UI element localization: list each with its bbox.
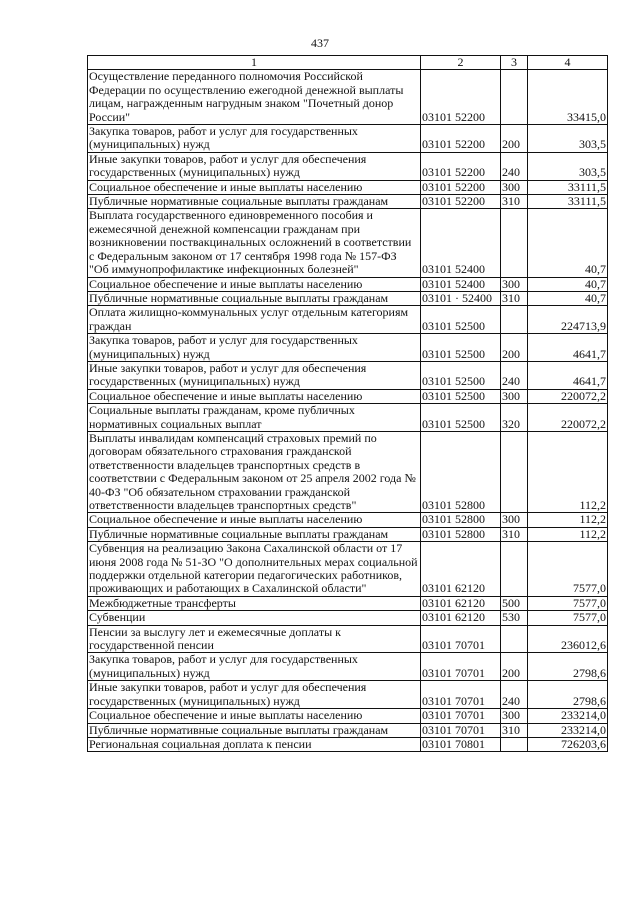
row-code: 03101 · 52400 bbox=[421, 291, 501, 305]
row-description: Закупка товаров, работ и услуг для государственных (муниципальных) нужд bbox=[88, 653, 421, 681]
row-amount: 40,7 bbox=[528, 209, 608, 277]
row-expense-type bbox=[501, 542, 528, 597]
row-description: Субвенция на реализацию Закона Сахалинской области от 17 июня 2008 года № 51-ЗО "О дополнительных мерах социальной поддержки отдельной категории педагогических работников, проживающих и работающих в Сахалинской области" bbox=[88, 542, 421, 597]
row-code: 03101 62120 bbox=[421, 542, 501, 597]
row-amount: 7577,0 bbox=[528, 596, 608, 610]
row-code: 03101 70701 bbox=[421, 723, 501, 737]
row-expense-type: 240 bbox=[501, 152, 528, 180]
row-expense-type: 300 bbox=[501, 389, 528, 403]
table-row bbox=[88, 611, 608, 625]
row-expense-type bbox=[501, 209, 528, 277]
row-expense-type: 200 bbox=[501, 125, 528, 153]
table-row bbox=[88, 596, 608, 610]
table-row bbox=[88, 195, 608, 209]
row-code: 03101 52800 bbox=[421, 513, 501, 527]
row-code: 03101 52500 bbox=[421, 404, 501, 432]
header-col-1: 1 bbox=[88, 56, 421, 70]
table-row bbox=[88, 513, 608, 527]
row-code: 03101 52800 bbox=[421, 431, 501, 512]
row-amount: 40,7 bbox=[528, 277, 608, 291]
row-amount: 33111,5 bbox=[528, 195, 608, 209]
row-amount: 224713,9 bbox=[528, 306, 608, 334]
row-description: Социальное обеспечение и иные выплаты населению bbox=[88, 277, 421, 291]
table-row bbox=[88, 709, 608, 723]
row-amount: 4641,7 bbox=[528, 334, 608, 362]
table-row bbox=[88, 723, 608, 737]
row-expense-type bbox=[501, 306, 528, 334]
table-row bbox=[88, 527, 608, 541]
row-description: Пенсии за выслугу лет и ежемесячные доплаты к государственной пенсии bbox=[88, 625, 421, 653]
row-description: Публичные нормативные социальные выплаты гражданам bbox=[88, 291, 421, 305]
row-amount: 220072,2 bbox=[528, 389, 608, 403]
row-amount: 2798,6 bbox=[528, 653, 608, 681]
row-description: Социальное обеспечение и иные выплаты населению bbox=[88, 709, 421, 723]
row-amount: 233214,0 bbox=[528, 723, 608, 737]
row-description: Выплаты инвалидам компенсаций страховых премий по договорам обязательного страхования гражданской ответственности владельцев транспортных средств в соответствии с Федеральным законом от 25 апреля 2002 года № 40-ФЗ "Об обязательном страховании гражданской ответственности владельцев транспортных средств" bbox=[88, 431, 421, 512]
row-code: 03101 52400 bbox=[421, 277, 501, 291]
row-description: Социальное обеспечение и иные выплаты населению bbox=[88, 180, 421, 194]
row-amount: 4641,7 bbox=[528, 361, 608, 389]
row-description: Иные закупки товаров, работ и услуг для обеспечения государственных (муниципальных) нужд bbox=[88, 681, 421, 709]
row-expense-type: 300 bbox=[501, 513, 528, 527]
row-expense-type: 320 bbox=[501, 404, 528, 432]
row-expense-type: 310 bbox=[501, 291, 528, 305]
table-row bbox=[88, 404, 608, 432]
row-expense-type: 310 bbox=[501, 527, 528, 541]
row-expense-type: 240 bbox=[501, 361, 528, 389]
row-amount: 236012,6 bbox=[528, 625, 608, 653]
row-description: Публичные нормативные социальные выплаты гражданам bbox=[88, 527, 421, 541]
row-amount: 33111,5 bbox=[528, 180, 608, 194]
row-code: 03101 52200 bbox=[421, 195, 501, 209]
row-expense-type: 310 bbox=[501, 195, 528, 209]
table-row bbox=[88, 653, 608, 681]
table-row bbox=[88, 306, 608, 334]
row-description: Оплата жилищно-коммунальных услуг отдельным категориям граждан bbox=[88, 306, 421, 334]
row-code: 03101 52800 bbox=[421, 527, 501, 541]
row-code: 03101 52400 bbox=[421, 209, 501, 277]
row-code: 03101 70701 bbox=[421, 709, 501, 723]
row-code: 03101 52500 bbox=[421, 389, 501, 403]
row-description: Социальное обеспечение и иные выплаты населению bbox=[88, 513, 421, 527]
table-row bbox=[88, 209, 608, 277]
row-amount: 40,7 bbox=[528, 291, 608, 305]
row-amount: 7577,0 bbox=[528, 611, 608, 625]
table-row bbox=[88, 737, 608, 751]
row-description: Иные закупки товаров, работ и услуг для обеспечения государственных (муниципальных) нужд bbox=[88, 361, 421, 389]
row-expense-type: 500 bbox=[501, 596, 528, 610]
row-expense-type: 200 bbox=[501, 334, 528, 362]
header-col-3: 3 bbox=[501, 56, 528, 70]
row-expense-type bbox=[501, 431, 528, 512]
row-expense-type bbox=[501, 737, 528, 751]
table-row bbox=[88, 361, 608, 389]
table-row bbox=[88, 334, 608, 362]
row-description: Межбюджетные трансферты bbox=[88, 596, 421, 610]
row-code: 03101 52200 bbox=[421, 180, 501, 194]
row-description: Социальные выплаты гражданам, кроме публичных нормативных социальных выплат bbox=[88, 404, 421, 432]
row-amount: 112,2 bbox=[528, 431, 608, 512]
row-amount: 220072,2 bbox=[528, 404, 608, 432]
row-code: 03101 52500 bbox=[421, 334, 501, 362]
table-row bbox=[88, 152, 608, 180]
row-code: 03101 70701 bbox=[421, 625, 501, 653]
row-description: Региональная социальная доплата к пенсии bbox=[88, 737, 421, 751]
row-amount: 2798,6 bbox=[528, 681, 608, 709]
row-description: Публичные нормативные социальные выплаты гражданам bbox=[88, 195, 421, 209]
table-row bbox=[88, 389, 608, 403]
table-row bbox=[88, 277, 608, 291]
row-code: 03101 52500 bbox=[421, 306, 501, 334]
row-amount: 233214,0 bbox=[528, 709, 608, 723]
row-expense-type bbox=[501, 70, 528, 125]
row-description: Социальное обеспечение и иные выплаты населению bbox=[88, 389, 421, 403]
row-expense-type: 300 bbox=[501, 709, 528, 723]
row-amount: 7577,0 bbox=[528, 542, 608, 597]
row-amount: 303,5 bbox=[528, 152, 608, 180]
row-code: 03101 62120 bbox=[421, 611, 501, 625]
row-description: Выплата государственного единовременного пособия и ежемесячной денежной компенсации гражданам при возникновении поствакцинальных осложнений в соответствии с Федеральным законом от 17 сентября 1998 года № 157-ФЗ "Об иммунопрофилактике инфекционных болезней" bbox=[88, 209, 421, 277]
row-description: Субвенции bbox=[88, 611, 421, 625]
row-description: Осуществление переданного полномочия Российской Федерации по осуществлению ежегодной денежной выплаты лицам, награжденным нагрудным знаком "Почетный донор России" bbox=[88, 70, 421, 125]
row-expense-type: 530 bbox=[501, 611, 528, 625]
row-code: 03101 70701 bbox=[421, 653, 501, 681]
row-expense-type: 300 bbox=[501, 277, 528, 291]
row-amount: 726203,6 bbox=[528, 737, 608, 751]
row-description: Закупка товаров, работ и услуг для государственных (муниципальных) нужд bbox=[88, 125, 421, 153]
header-col-2: 2 bbox=[421, 56, 501, 70]
table-row bbox=[88, 681, 608, 709]
header-col-4: 4 bbox=[528, 56, 608, 70]
row-description: Закупка товаров, работ и услуг для государственных (муниципальных) нужд bbox=[88, 334, 421, 362]
row-description: Иные закупки товаров, работ и услуг для обеспечения государственных (муниципальных) нужд bbox=[88, 152, 421, 180]
table-row bbox=[88, 542, 608, 597]
row-code: 03101 52500 bbox=[421, 361, 501, 389]
budget-table bbox=[87, 55, 608, 752]
row-expense-type bbox=[501, 625, 528, 653]
row-code: 03101 62120 bbox=[421, 596, 501, 610]
row-expense-type: 240 bbox=[501, 681, 528, 709]
row-code: 03101 52200 bbox=[421, 125, 501, 153]
table-row bbox=[88, 291, 608, 305]
row-code: 03101 70701 bbox=[421, 681, 501, 709]
row-code: 03101 70801 bbox=[421, 737, 501, 751]
row-code: 03101 52200 bbox=[421, 152, 501, 180]
row-code: 03101 52200 bbox=[421, 70, 501, 125]
row-amount: 112,2 bbox=[528, 513, 608, 527]
table-row bbox=[88, 70, 608, 125]
row-expense-type: 310 bbox=[501, 723, 528, 737]
table-row bbox=[88, 431, 608, 512]
row-amount: 33415,0 bbox=[528, 70, 608, 125]
header-row bbox=[88, 56, 608, 70]
table-row bbox=[88, 125, 608, 153]
row-amount: 303,5 bbox=[528, 125, 608, 153]
table-row bbox=[88, 180, 608, 194]
row-description: Публичные нормативные социальные выплаты гражданам bbox=[88, 723, 421, 737]
page-number: 437 bbox=[311, 36, 329, 50]
table-row bbox=[88, 625, 608, 653]
row-expense-type: 200 bbox=[501, 653, 528, 681]
row-amount: 112,2 bbox=[528, 527, 608, 541]
row-expense-type: 300 bbox=[501, 180, 528, 194]
